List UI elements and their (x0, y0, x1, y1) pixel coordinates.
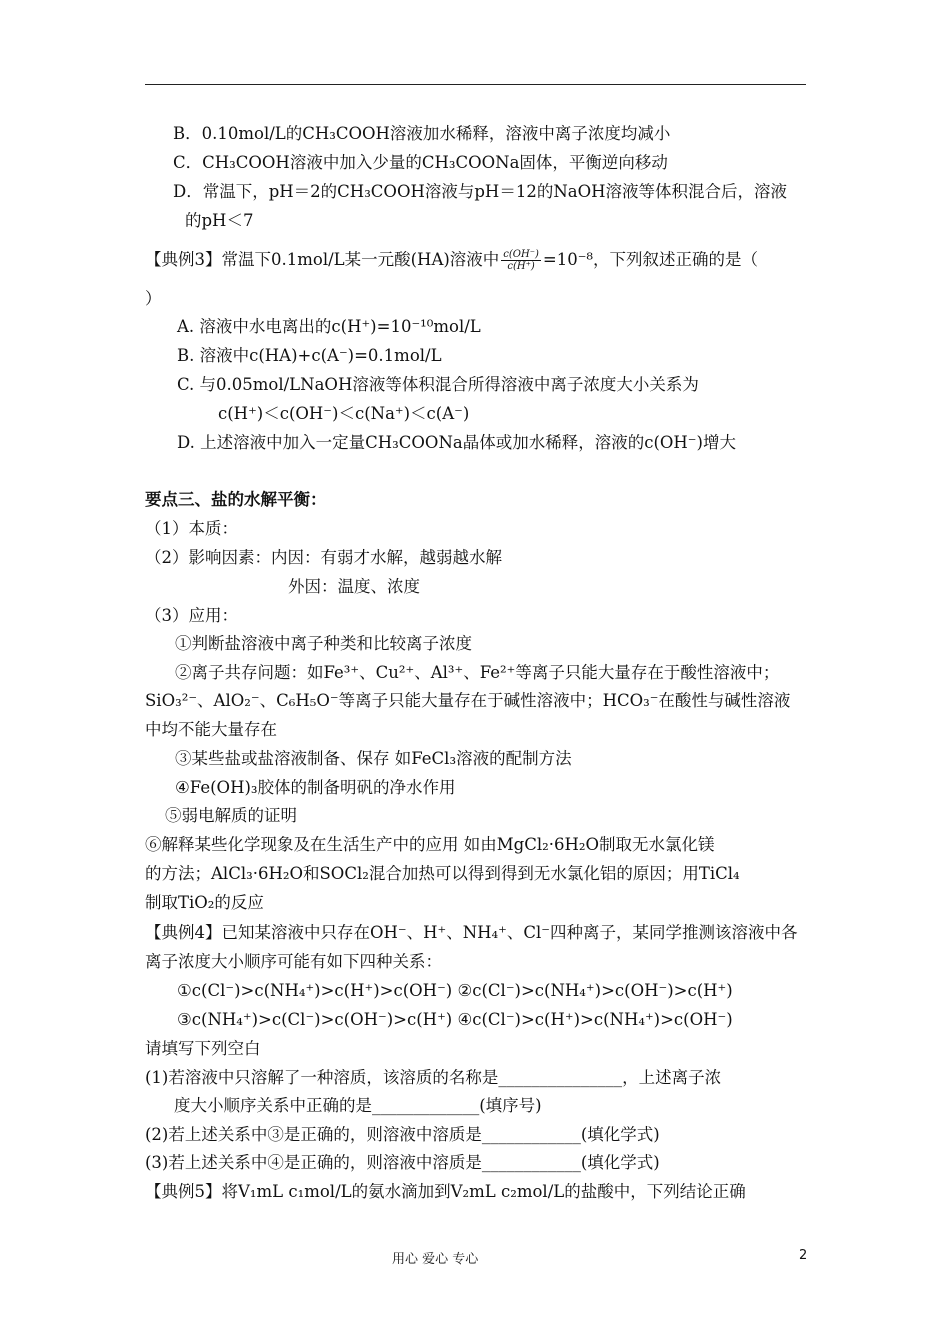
fill-instruction: 请填写下列空白 (145, 1039, 261, 1058)
example-3-paren: ） (145, 289, 162, 308)
example-4-cont: 离子浓度大小顺序可能有如下四种关系： (145, 952, 442, 971)
example-3-option-c-cont: c(H⁺)＜c(OH⁻)＜c(Na⁺)＜c(A⁻) (218, 404, 470, 423)
example-3-option-c: C. 与0.05mol/LNaOH溶液等体积混合所得溶液中离子浓度大小关系为 (177, 375, 699, 394)
blank-1: (1)若溶液中只溶解了一种溶质，该溶质的名称是_______________，上述离子浓 (145, 1068, 722, 1087)
example-3-question (145, 249, 758, 272)
option-b: B．0.10mol/L的CH₃COOH溶液加水稀释，溶液中离子浓度均减小 (173, 124, 671, 143)
option-c: C．CH₃COOH溶液中加入少量的CH₃COONa固体，平衡逆向移动 (173, 153, 668, 172)
application-4: ④Fe(OH)₃胶体的制备明矾的净水作用 (175, 778, 456, 797)
relation-row-1: ①c(Cl⁻)>c(NH₄⁺)>c(H⁺)>c(OH⁻) ②c(Cl⁻)>c(NH₄⁺)>c(OH⁻)>c(H⁺) (177, 981, 733, 1000)
application-3: ③某些盐或盐溶液制备、保存 如FeCl₃溶液的配制方法 (175, 749, 572, 768)
page-number: 2 (799, 1248, 808, 1263)
section-heading: 要点三、盐的水解平衡： (145, 490, 327, 509)
fraction-denominator: c(H⁺) (507, 261, 535, 272)
option-d: D．常温下，pH＝2的CH₃COOH溶液与pH＝12的NaOH溶液等体积混合后，溶液 (173, 182, 788, 201)
footer-motto: 用心 爱心 专心 (392, 1252, 479, 1267)
application-5: ⑤弱电解质的证明 (165, 806, 297, 825)
fraction (501, 249, 541, 272)
application-2-cont: SiO₃²⁻、AlO₂⁻、C₆H₅O⁻等离子只能大量存在于碱性溶液中；HCO₃⁻在酸性与碱性溶液 (145, 691, 791, 710)
blank-2: (2)若上述关系中③是正确的，则溶液中溶质是____________(填化学式) (145, 1125, 660, 1144)
example-3-text: 【典例3】常温下0.1mol/L某一元酸(HA)溶液中 (145, 250, 500, 269)
example-3-option-a: A. 溶液中水电离出的c(H⁺)=10⁻¹⁰mol/L (177, 317, 481, 336)
example-4-question: 【典例4】已知某溶液中只存在OH⁻、H⁺、NH₄⁺、Cl⁻四种离子，某同学推测该溶液中各 (145, 923, 798, 942)
application-2-cont-2: 中均不能大量存在 (145, 720, 277, 739)
application-2: ②离子共存问题：如Fe³⁺、Cu²⁺、Al³⁺、Fe²⁺等离子只能大量存在于酸性溶液中； (175, 663, 780, 682)
application-6-cont: 的方法；AlCl₃·6H₂O和SOCl₂混合加热可以得到得到无水氯化铝的原因；用TiCl₄ (145, 864, 740, 883)
point-1: （1）本质： (145, 519, 238, 538)
fraction-numerator: c(OH⁻) (503, 249, 539, 260)
point-3: （3）应用： (145, 606, 238, 625)
relation-row-2: ③c(NH₄⁺)>c(Cl⁻)>c(OH⁻)>c(H⁺) ④c(Cl⁻)>c(H⁺)>c(NH₄⁺)>c(OH⁻) (177, 1010, 733, 1029)
application-6-cont-2: 制取TiO₂的反应 (145, 893, 264, 912)
example-3-text-cont: =10⁻⁸，下列叙述正确的是（ (542, 250, 759, 269)
example-5-question: 【典例5】将V₁mL c₁mol/L的氨水滴加到V₂mL c₂mol/L的盐酸中，下列结论正确 (145, 1182, 746, 1201)
blank-3: (3)若上述关系中④是正确的，则溶液中溶质是____________(填化学式) (145, 1153, 660, 1172)
blank-1-cont: 度大小顺序关系中正确的是_____________(填序号) (174, 1096, 542, 1115)
application-6: ⑥解释某些化学现象及在生活生产中的应用 如由MgCl₂·6H₂O制取无水氯化镁 (145, 835, 715, 854)
application-1: ①判断盐溶液中离子种类和比较离子浓度 (175, 634, 472, 653)
example-3-option-b: B. 溶液中c(HA)+c(A⁻)=0.1mol/L (177, 346, 442, 365)
point-2: （2）影响因素：内因：有弱才水解，越弱越水解 (145, 548, 502, 567)
header-rule (145, 84, 806, 85)
example-3-option-d: D. 上述溶液中加入一定量CH₃COONa晶体或加水稀释，溶液的c(OH⁻)增大 (177, 433, 736, 452)
point-2-cont: 外因：温度、浓度 (288, 577, 420, 596)
option-d-cont: 的pH＜7 (185, 211, 254, 230)
